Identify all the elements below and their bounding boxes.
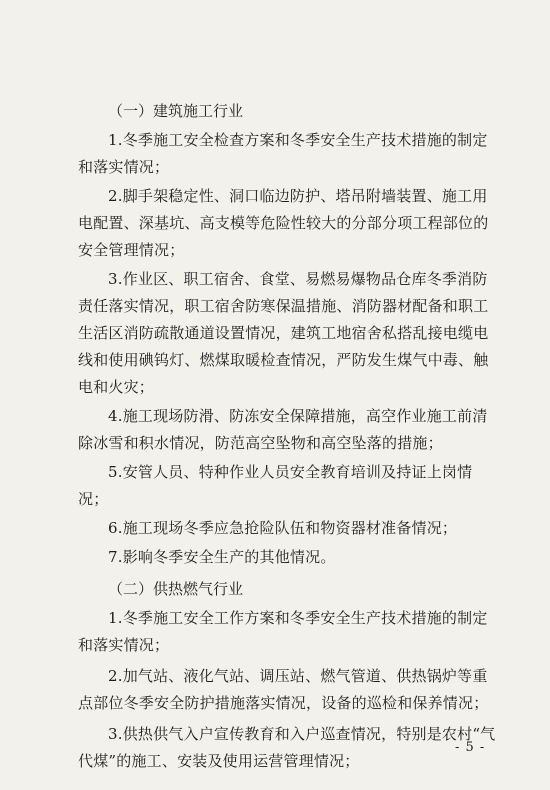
list-item: 5.安管人员、特种作业人员安全教育培训及持证上岗情况；: [78, 463, 473, 508]
list-item: 7.影响冬季安全生产的其他情况。: [108, 548, 336, 566]
list-item: 3.作业区、职工宿舍、食堂、易燃易爆物品仓库冬季消防责任落实情况，职工宿舍防寒保温措施、消防器材配备和职工生活区消防疏散通道设置情况，建筑工地宿舍私搭乱接电缆电线和使用碘钨灯、燃煤取暖检查情况，严防发生煤气中毒、触电和火灾；: [78, 270, 489, 396]
list-item: 1.冬季施工安全工作方案和冬季安全生产技术措施的制定和落实情况；: [78, 609, 488, 654]
list-item: 4.施工现场防滑、防冻安全保障措施，高空作业施工前清除冰雪和积水情况，防范高空坠物和高空坠落的措施；: [78, 407, 488, 452]
list-item: 3.供热供气入户宣传教育和入户巡查情况，特别是农村“气代煤”的施工、安装及使用运营管理情况；: [78, 725, 496, 770]
document-body: [78, 97, 498, 779]
section-heading-heating-gas: （二）供热燃气行业: [108, 580, 244, 598]
list-item: 6.施工现场冬季应急抢险队伍和物资器材准备情况；: [108, 519, 458, 537]
page-number: - 5 -: [455, 740, 486, 755]
section-heading-construction: （一）建筑施工行业: [108, 102, 244, 120]
list-item: 1.冬季施工安全检查方案和冬季安全生产技术措施的制定和落实情况；: [78, 131, 488, 176]
list-item: 2.脚手架稳定性、洞口临边防护、塔吊附墙装置、施工用电配置、深基坑、高支模等危险性较大的分部分项工程部位的安全管理情况；: [78, 187, 489, 259]
list-item: 2.加气站、液化气站、调压站、燃气管道、供热锅炉等重点部位冬季安全防护措施落实情况，设备的巡检和保养情况；: [78, 667, 489, 712]
